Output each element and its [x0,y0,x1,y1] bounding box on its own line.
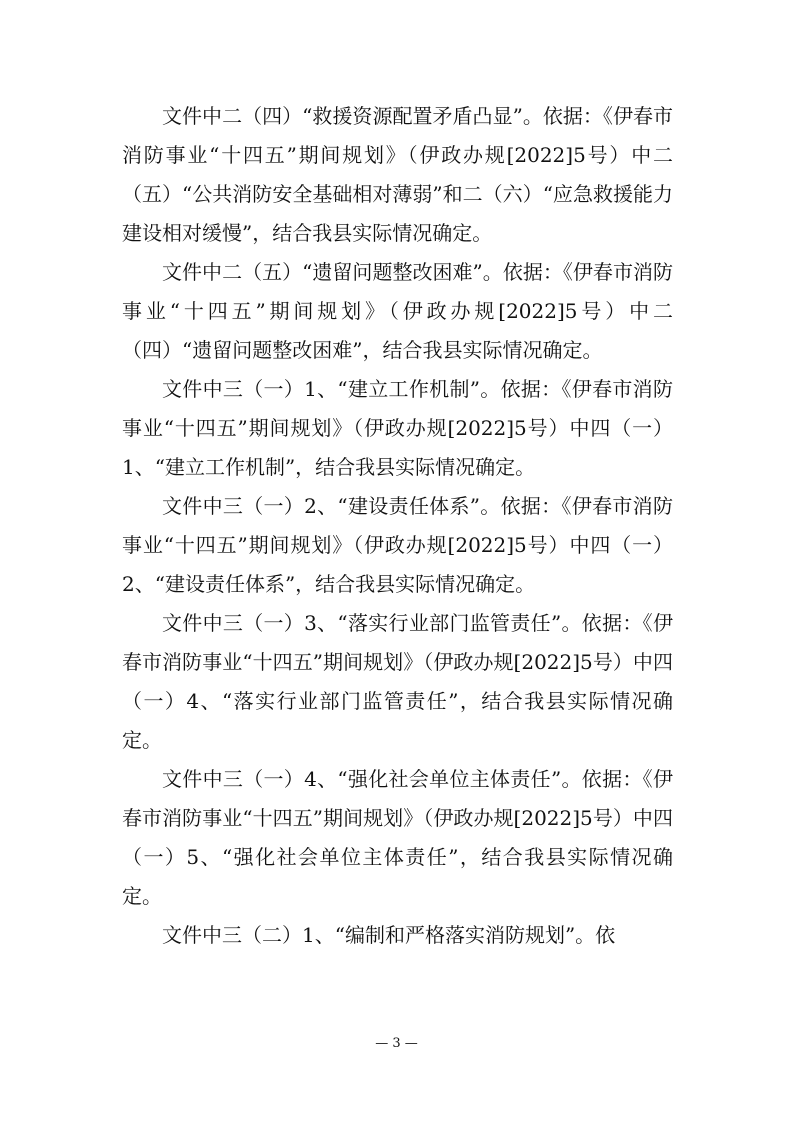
paragraph-5: 文件中三（一）3、“落实行业部门监管责任”。依据：《伊春市消防事业“十四五”期间规划》（伊政办规[2022]5号）中四（一）4、“落实行业部门监管责任”，结合我县实际情况确定。 [122,611,673,752]
body-text [122,97,673,955]
paragraph-2: 文件中二（五）“遗留问题整改困难”。依据：《伊春市消防事业“十四五”期间规划》（伊政办规[2022]5号）中二（四）“遗留问题整改困难”，结合我县实际情况确定。 [122,260,673,362]
paragraph-6: 文件中三（一）4、“强化社会单位主体责任”。依据：《伊春市消防事业“十四五”期间规划》（伊政办规[2022]5号）中四（一）5、“强化社会单位主体责任”，结合我县实际情况确定。 [122,767,673,908]
page-number: — 3 — [375,1036,418,1051]
paragraph-3: 文件中三（一）1、“建立工作机制”。依据：《伊春市消防事业“十四五”期间规划》（伊政办规[2022]5号）中四（一）1、“建立工作机制”，结合我县实际情况确定。 [122,377,673,479]
paragraph-1: 文件中二（四）“救援资源配置矛盾凸显”。依据：《伊春市消防事业“十四五”期间规划》（伊政办规[2022]5号）中二（五）“公共消防安全基础相对薄弱”和二（六）“应急救援能力建设相对缓慢”，结合我县实际情况确定。 [122,104,673,245]
paragraph-4: 文件中三（一）2、“建设责任体系”。依据：《伊春市消防事业“十四五”期间规划》（伊政办规[2022]5号）中四（一）2、“建设责任体系”，结合我县实际情况确定。 [122,494,673,596]
paragraph-7: 文件中三（二）1、“编制和严格落实消防规划”。依 [162,923,616,947]
